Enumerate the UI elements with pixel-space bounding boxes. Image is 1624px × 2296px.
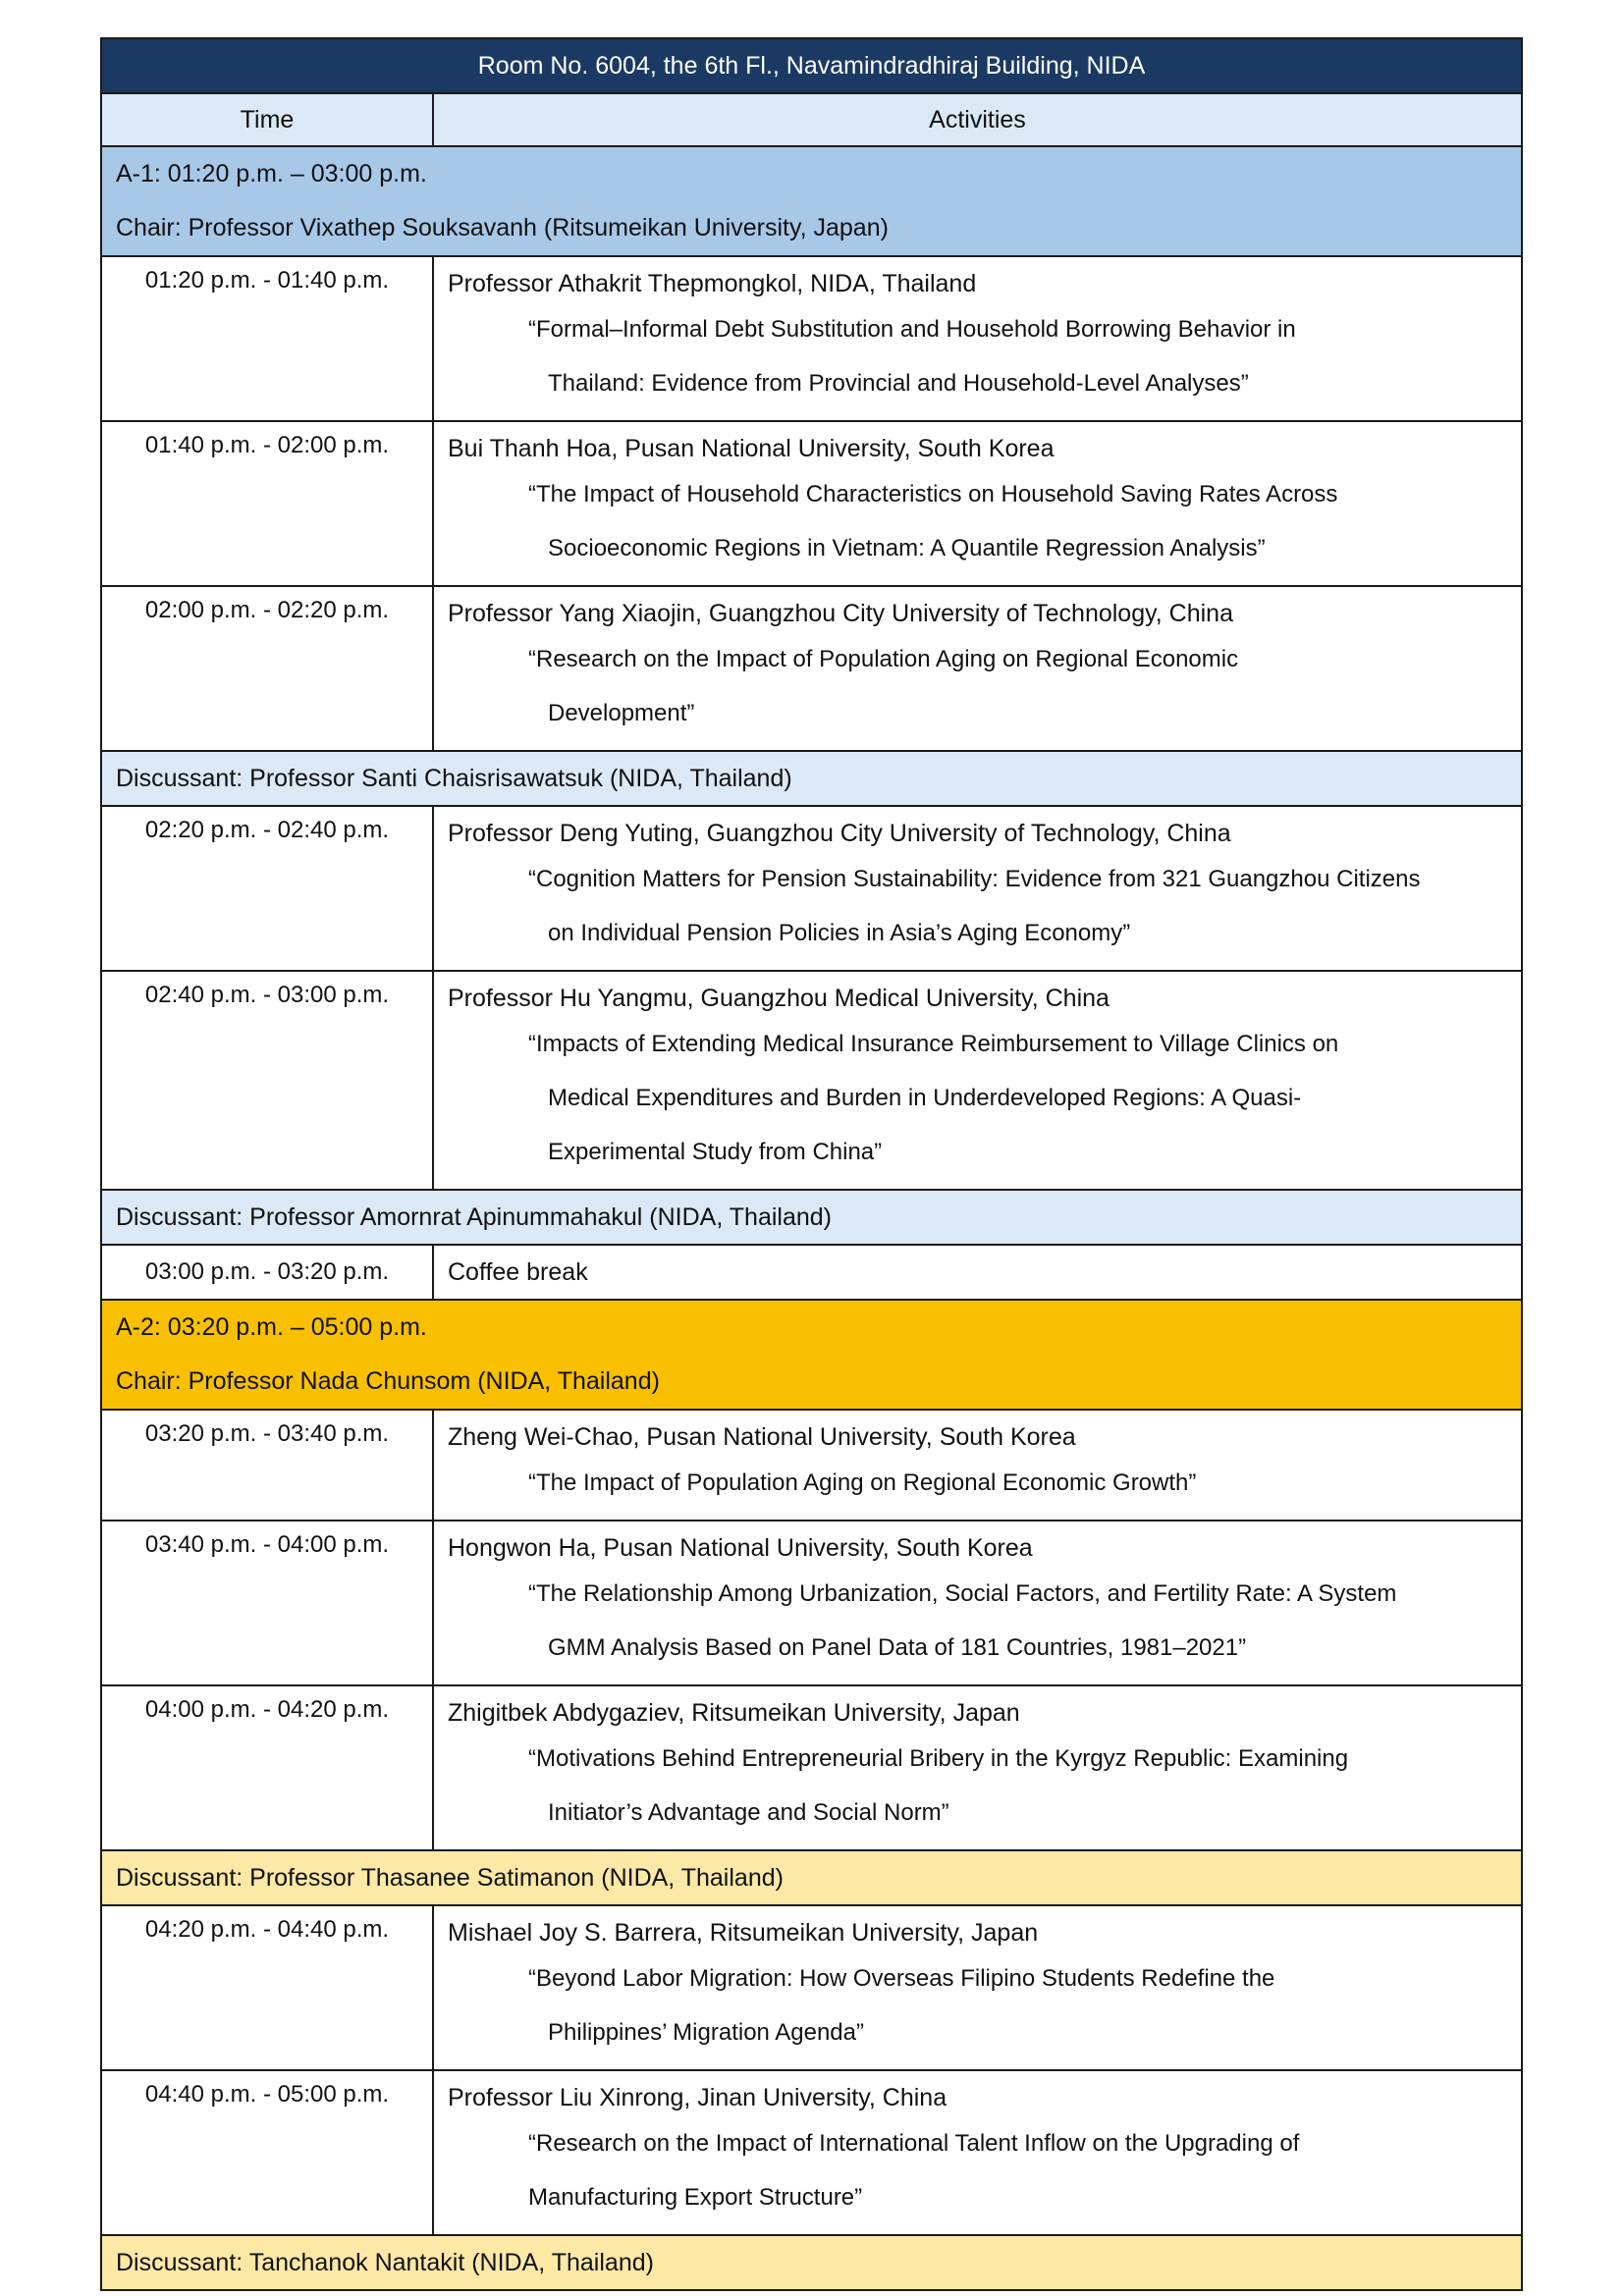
discussant-row [101,1190,1522,1245]
time-slot: 03:40 p.m. - 04:00 p.m. [101,1521,433,1685]
paper-title [448,2116,1507,2224]
time-slot: 02:00 p.m. - 02:20 p.m. [101,586,433,751]
paper-title [448,1951,1507,2059]
paper-title-line: Thailand: Evidence from Provincial and Household-Level Analyses” [548,370,1249,397]
paper-title-line: “The Relationship Among Urbanization, Social Factors, and Fertility Rate: A System [528,1580,1397,1607]
time-slot: 02:40 p.m. - 03:00 p.m. [101,971,433,1190]
activity-cell [433,421,1522,586]
session-a2-chair: Chair: Professor Nada Chunsom (NIDA, Thailand) [116,1367,660,1395]
paper-title-line: “The Impact of Household Characteristics on Household Saving Rates Across [528,481,1338,507]
session-a1-chair: Chair: Professor Vixathep Souksavanh (Ritsumeikan University, Japan) [116,214,889,241]
activity-cell [433,1685,1522,1850]
paper-title [448,302,1507,410]
paper-title-line: Manufacturing Export Structure” [528,2184,863,2211]
paper-title-line: Philippines’ Migration Agenda” [548,2019,864,2046]
table-row [101,586,1522,751]
discussant-label: Discussant: Professor Thasanee Satimanon (NIDA, Thailand) [101,1850,1522,1905]
activity-cell [433,256,1522,421]
activity-cell [433,971,1522,1190]
session-a2-label: A-2: 03:20 p.m. – 05:00 p.m. [116,1313,427,1341]
session-a1-label: A-1: 01:20 p.m. – 03:00 p.m. [116,160,427,187]
room-title: Room No. 6004, the 6th Fl., Navamindradhiraj Building, NIDA [101,38,1522,93]
coffee-break-label: Coffee break [433,1245,1522,1300]
presenter: Professor Deng Yuting, Guangzhou City University of Technology, China [448,820,1231,847]
time-slot: 04:20 p.m. - 04:40 p.m. [101,1905,433,2070]
session-a1-row [101,146,1522,256]
paper-title-line: Development” [548,700,695,726]
paper-title-line: “The Impact of Population Aging on Regional Economic Growth” [528,1469,1197,1496]
time-slot: 01:20 p.m. - 01:40 p.m. [101,256,433,421]
time-slot: 02:20 p.m. - 02:40 p.m. [101,806,433,971]
room-header-row [101,38,1522,93]
presenter: Professor Yang Xiaojin, Guangzhou City University of Technology, China [448,600,1233,627]
paper-title-line: Medical Expenditures and Burden in Underdeveloped Regions: A Quasi- [548,1085,1302,1111]
paper-title-line: “Cognition Matters for Pension Sustainability: Evidence from 321 Guangzhou Citizens [528,866,1421,892]
table-row [101,1905,1522,2070]
paper-title-line: on Individual Pension Policies in Asia’s Aging Economy” [548,920,1131,946]
table-row [101,1410,1522,1521]
paper-title [448,1732,1507,1840]
activity-cell [433,1410,1522,1521]
column-header-row [101,93,1522,146]
coffee-break-row [101,1245,1522,1300]
paper-title [448,1456,1507,1510]
table-row [101,2070,1522,2235]
presenter: Zhigitbek Abdygaziev, Ritsumeikan University, Japan [448,1699,1020,1727]
activity-cell [433,2070,1522,2235]
table-row [101,1521,1522,1685]
paper-title-line: “Formal–Informal Debt Substitution and Household Borrowing Behavior in [528,316,1296,343]
paper-title [448,1567,1507,1675]
presenter: Professor Hu Yangmu, Guangzhou Medical University, China [448,985,1110,1012]
activities-column-header: Activities [433,93,1522,146]
activity-cell [433,1521,1522,1685]
discussant-label: Discussant: Professor Amornrat Apinummahakul (NIDA, Thailand) [101,1190,1522,1245]
table-row [101,806,1522,971]
paper-title-line: Experimental Study from China” [548,1139,883,1165]
paper-title-line: Initiator’s Advantage and Social Norm” [548,1799,949,1826]
time-slot: 03:20 p.m. - 03:40 p.m. [101,1410,433,1521]
paper-title-line: “Beyond Labor Migration: How Overseas Filipino Students Redefine the [528,1965,1275,1992]
activity-cell [433,1905,1522,2070]
paper-title-line: Socioeconomic Regions in Vietnam: A Quantile Regression Analysis” [548,535,1266,561]
paper-title-line: “Research on the Impact of Population Aging on Regional Economic [528,646,1239,672]
activity-cell [433,806,1522,971]
paper-title-line: “Motivations Behind Entrepreneurial Bribery in the Kyrgyz Republic: Examining [528,1745,1349,1772]
presenter: Hongwon Ha, Pusan National University, South Korea [448,1534,1033,1562]
presenter: Bui Thanh Hoa, Pusan National University, South Korea [448,435,1055,462]
time-slot: 03:00 p.m. - 03:20 p.m. [101,1245,433,1300]
activity-cell [433,586,1522,751]
paper-title [448,467,1507,575]
discussant-row [101,751,1522,806]
discussant-label: Discussant: Professor Santi Chaisrisawatsuk (NIDA, Thailand) [101,751,1522,806]
schedule-table [100,37,1523,2291]
discussant-row [101,2235,1522,2290]
paper-title [448,632,1507,740]
presenter: Professor Liu Xinrong, Jinan University, China [448,2084,947,2111]
table-row [101,1685,1522,1850]
time-column-header: Time [101,93,433,146]
discussant-label: Discussant: Tanchanok Nantakit (NIDA, Thailand) [101,2235,1522,2290]
table-row [101,971,1522,1190]
time-slot: 04:00 p.m. - 04:20 p.m. [101,1685,433,1850]
time-slot: 04:40 p.m. - 05:00 p.m. [101,2070,433,2235]
session-a2-row [101,1300,1522,1410]
paper-title-line: “Impacts of Extending Medical Insurance Reimbursement to Village Clinics on [528,1031,1339,1057]
table-row [101,421,1522,586]
presenter: Mishael Joy S. Barrera, Ritsumeikan University, Japan [448,1919,1039,1947]
paper-title-line: “Research on the Impact of International Talent Inflow on the Upgrading of [528,2130,1300,2157]
paper-title [448,1017,1507,1179]
paper-title [448,852,1507,960]
time-slot: 01:40 p.m. - 02:00 p.m. [101,421,433,586]
presenter: Zheng Wei-Chao, Pusan National University, South Korea [448,1423,1076,1451]
discussant-row [101,1850,1522,1905]
table-row [101,256,1522,421]
presenter: Professor Athakrit Thepmongkol, NIDA, Thailand [448,270,977,297]
paper-title-line: GMM Analysis Based on Panel Data of 181 Countries, 1981–2021” [548,1634,1247,1661]
